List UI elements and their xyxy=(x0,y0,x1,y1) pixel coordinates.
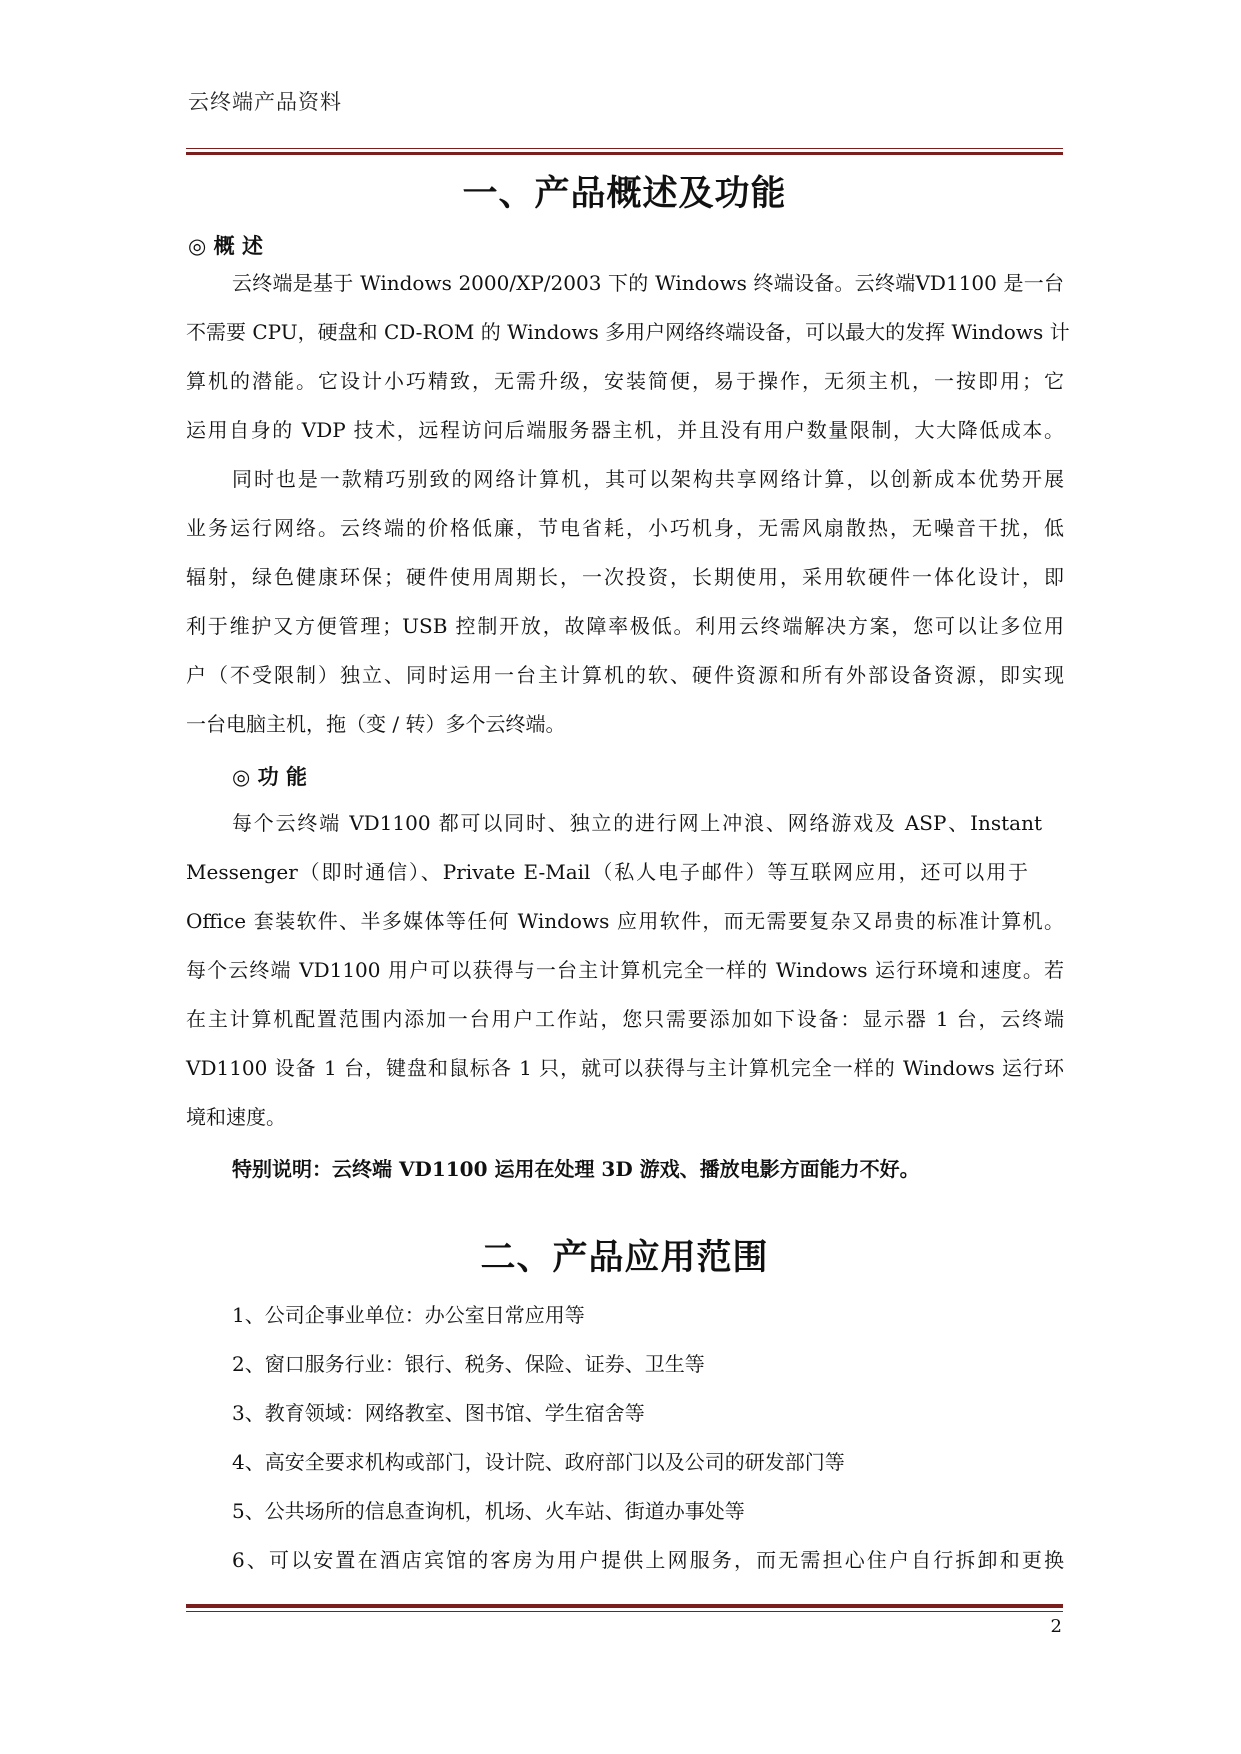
paragraph-line: 同时也是一款精巧别致的网络计算机，其可以架构共享网络计算，以创新成本优势开展 xyxy=(232,467,1064,491)
paragraph-line: 云终端是基于 Windows 2000/XP/2003 下的 Windows 终端设备。云终端VD1100 是一台 xyxy=(232,271,1064,295)
paragraph-line: 每个云终端 VD1100 用户可以获得与一台主计算机完全一样的 Windows 运行环境和速度。若 xyxy=(186,958,1064,982)
paragraph-line: 户（不受限制）独立、同时运用一台主计算机的软、硬件资源和所有外部设备资源，即实现 xyxy=(186,663,1064,687)
paragraph-line: 一台电脑主机，拖（变 / 转）多个云终端。 xyxy=(186,712,566,736)
header-rule-thin xyxy=(186,148,1063,149)
overview-heading: ◎ 概 述 xyxy=(188,233,263,258)
paragraph-line: 算机的潜能。它设计小巧精致，无需升级，安装简便，易于操作，无须主机，一按即用；它 xyxy=(186,369,1064,393)
page-number: 2 xyxy=(1050,1616,1062,1637)
function-heading: ◎ 功 能 xyxy=(232,764,307,789)
running-header: 云终端产品资料 xyxy=(188,90,342,114)
special-note: 特别说明：云终端 VD1100 运用在处理 3D 游戏、播放电影方面能力不好。 xyxy=(232,1157,920,1181)
paragraph-line: 不需要 CPU，硬盘和 CD-ROM 的 Windows 多用户网络终端设备，可以最大的发挥 Windows 计 xyxy=(186,320,1070,344)
paragraph-line: 境和速度。 xyxy=(186,1105,286,1129)
paragraph-line: 运用自身的 VDP 技术，远程访问后端服务器主机，并且没有用户数量限制，大大降低成本。 xyxy=(186,418,1064,442)
paragraph-line: Office 套装软件、半多媒体等任何 Windows 应用软件，而无需要复杂又昂贵的标准计算机。 xyxy=(186,909,1064,933)
paragraph-line: Messenger（即时通信）、Private E-Mail（私人电子邮件）等互联网应用，还可以用于 xyxy=(186,860,1028,884)
list-item: 5、公共场所的信息查询机，机场、火车站、街道办事处等 xyxy=(232,1499,745,1523)
paragraph-line: 业务运行网络。云终端的价格低廉，节电省耗，小巧机身，无需风扇散热，无噪音干扰，低 xyxy=(186,516,1064,540)
paragraph-line: 每个云终端 VD1100 都可以同时、独立的进行网上冲浪、网络游戏及 ASP、Instant xyxy=(232,811,1042,835)
list-item: 2、窗口服务行业：银行、税务、保险、证券、卫生等 xyxy=(232,1352,705,1376)
list-item: 3、教育领域：网络教室、图书馆、学生宿舍等 xyxy=(232,1401,645,1425)
paragraph-line: 利于维护又方便管理；USB 控制开放，故障率极低。利用云终端解决方案，您可以让多位用 xyxy=(186,614,1064,638)
header-rule-thick xyxy=(186,152,1063,155)
paragraph-line: 辐射，绿色健康环保；硬件使用周期长，一次投资，长期使用，采用软硬件一体化设计，即 xyxy=(186,565,1064,589)
list-item: 4、高安全要求机构或部门，设计院、政府部门以及公司的研发部门等 xyxy=(232,1450,845,1474)
paragraph-line: 在主计算机配置范围内添加一台用户工作站，您只需要添加如下设备：显示器 1 台，云终端 xyxy=(186,1007,1064,1031)
paragraph-line: VD1100 设备 1 台，键盘和鼠标各 1 只，就可以获得与主计算机完全一样的 Windows 运行环 xyxy=(186,1056,1064,1080)
section-title-overview: 一、产品概述及功能 xyxy=(462,173,787,214)
list-item: 6、可以安置在酒店宾馆的客房为用户提供上网服务，而无需担心住户自行拆卸和更换 xyxy=(232,1548,1064,1572)
footer-rule-thick xyxy=(186,1604,1063,1608)
list-item: 1、公司企事业单位：办公室日常应用等 xyxy=(232,1303,585,1327)
section-title-scope: 二、产品应用范围 xyxy=(480,1237,769,1278)
footer-rule-thin xyxy=(186,1611,1063,1612)
